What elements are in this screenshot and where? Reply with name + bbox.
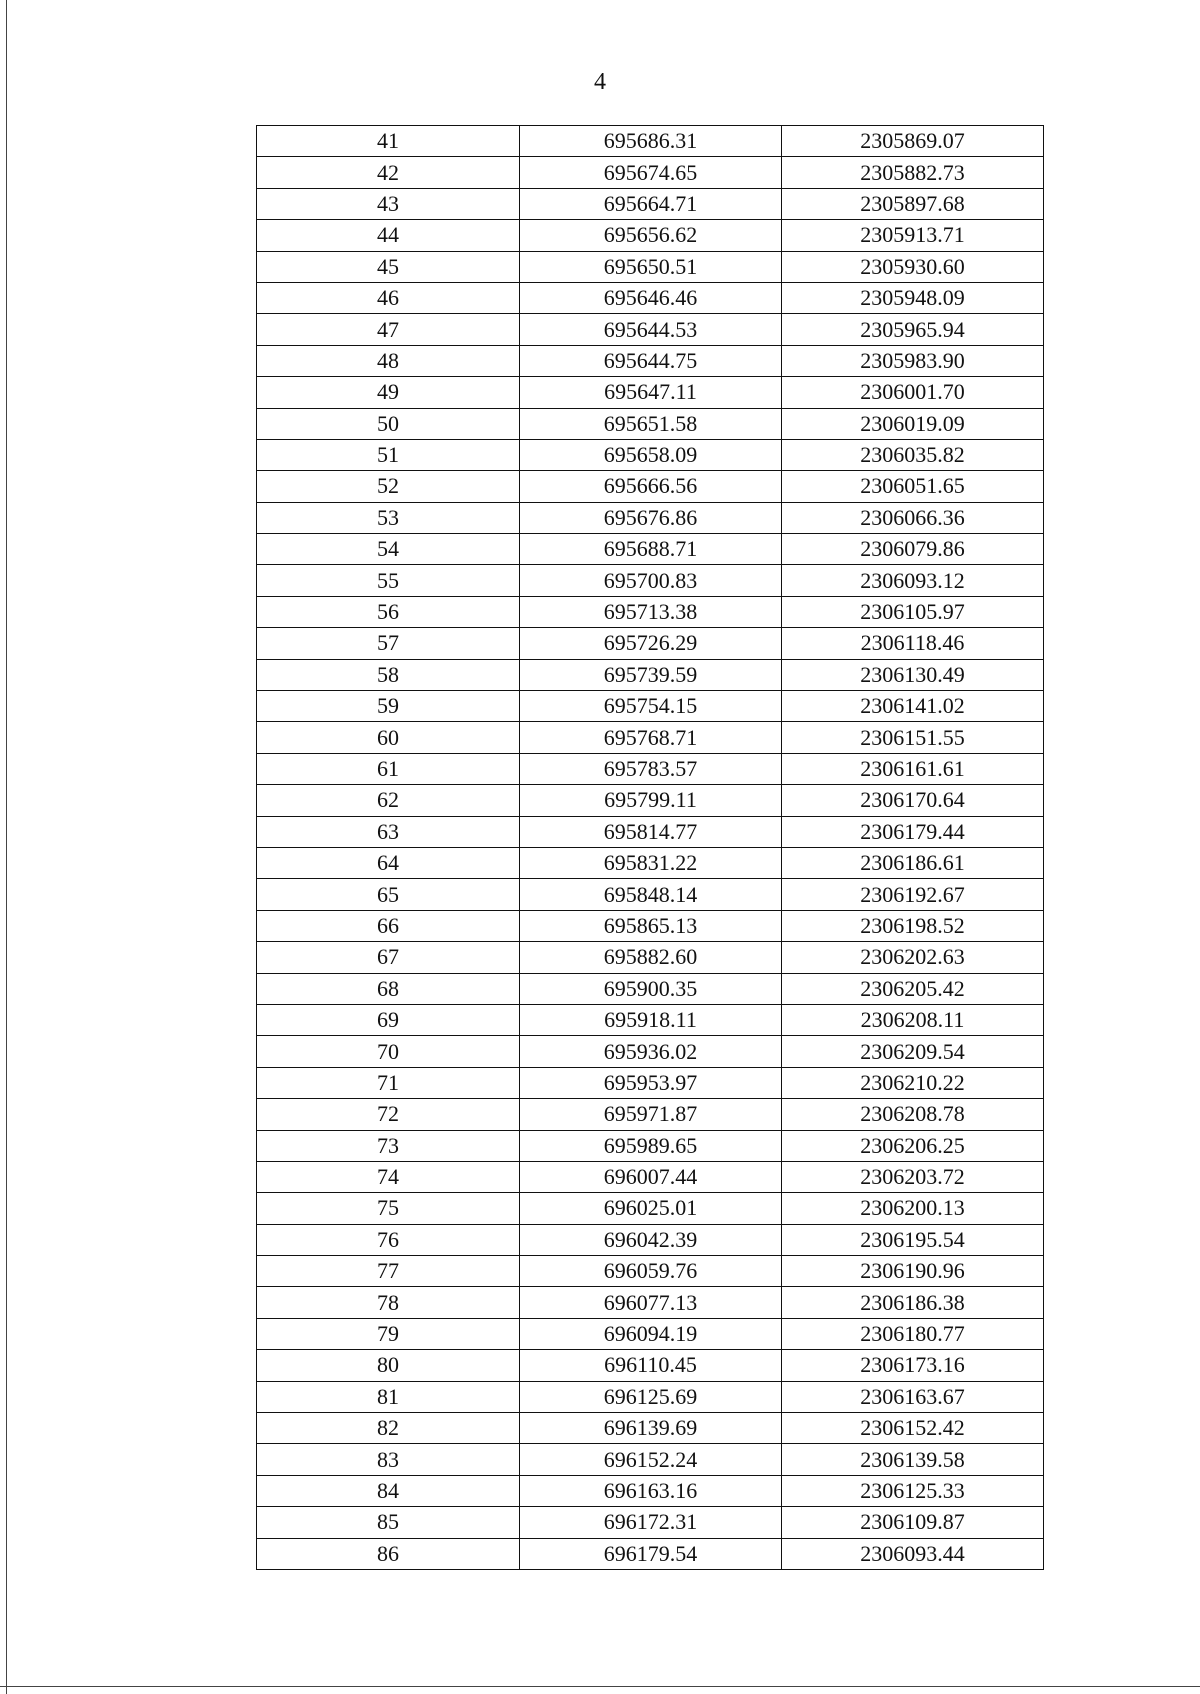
x-coordinate-cell: 696139.69 — [520, 1413, 782, 1444]
y-coordinate-cell: 2306186.38 — [782, 1287, 1044, 1318]
point-number-cell: 61 — [257, 753, 520, 784]
point-number-cell: 63 — [257, 816, 520, 847]
point-number-cell: 71 — [257, 1067, 520, 1098]
x-coordinate-cell: 695882.60 — [520, 942, 782, 973]
y-coordinate-cell: 2306206.25 — [782, 1130, 1044, 1161]
point-number-cell: 83 — [257, 1444, 520, 1475]
table-row — [257, 251, 1044, 282]
x-coordinate-cell: 695814.77 — [520, 816, 782, 847]
x-coordinate-cell: 696094.19 — [520, 1318, 782, 1349]
x-coordinate-cell: 695676.86 — [520, 502, 782, 533]
y-coordinate-cell: 2305913.71 — [782, 220, 1044, 251]
y-coordinate-cell: 2306195.54 — [782, 1224, 1044, 1255]
table-row — [257, 785, 1044, 816]
x-coordinate-cell: 695700.83 — [520, 565, 782, 596]
x-coordinate-cell: 695674.65 — [520, 157, 782, 188]
point-number-cell: 59 — [257, 691, 520, 722]
table-row — [257, 659, 1044, 690]
table-row — [257, 1193, 1044, 1224]
point-number-cell: 58 — [257, 659, 520, 690]
table-row — [257, 1130, 1044, 1161]
point-number-cell: 62 — [257, 785, 520, 816]
point-number-cell: 60 — [257, 722, 520, 753]
y-coordinate-cell: 2306001.70 — [782, 377, 1044, 408]
point-number-cell: 85 — [257, 1507, 520, 1538]
y-coordinate-cell: 2306190.96 — [782, 1256, 1044, 1287]
x-coordinate-cell: 695650.51 — [520, 251, 782, 282]
point-number-cell: 81 — [257, 1381, 520, 1412]
x-coordinate-cell: 695848.14 — [520, 879, 782, 910]
x-coordinate-cell: 695644.75 — [520, 345, 782, 376]
y-coordinate-cell: 2306161.61 — [782, 753, 1044, 784]
y-coordinate-cell: 2306109.87 — [782, 1507, 1044, 1538]
y-coordinate-cell: 2306105.97 — [782, 596, 1044, 627]
x-coordinate-cell: 695646.46 — [520, 282, 782, 313]
table-row — [257, 1444, 1044, 1475]
table-row — [257, 408, 1044, 439]
y-coordinate-cell: 2306163.67 — [782, 1381, 1044, 1412]
table-row — [257, 628, 1044, 659]
y-coordinate-cell: 2306179.44 — [782, 816, 1044, 847]
x-coordinate-cell: 695768.71 — [520, 722, 782, 753]
point-number-cell: 44 — [257, 220, 520, 251]
x-coordinate-cell: 695658.09 — [520, 439, 782, 470]
x-coordinate-cell: 695656.62 — [520, 220, 782, 251]
table-row — [257, 910, 1044, 941]
y-coordinate-cell: 2306141.02 — [782, 691, 1044, 722]
point-number-cell: 70 — [257, 1036, 520, 1067]
table-row — [257, 1381, 1044, 1412]
point-number-cell: 86 — [257, 1538, 520, 1569]
point-number-cell: 64 — [257, 847, 520, 878]
y-coordinate-cell: 2305930.60 — [782, 251, 1044, 282]
page-number: 4 — [594, 69, 606, 95]
x-coordinate-cell: 696125.69 — [520, 1381, 782, 1412]
x-coordinate-cell: 695739.59 — [520, 659, 782, 690]
x-coordinate-cell: 695754.15 — [520, 691, 782, 722]
point-number-cell: 46 — [257, 282, 520, 313]
y-coordinate-cell: 2306093.12 — [782, 565, 1044, 596]
scan-border-left — [6, 0, 7, 1694]
y-coordinate-cell: 2306051.65 — [782, 471, 1044, 502]
table-row — [257, 1036, 1044, 1067]
x-coordinate-cell: 695688.71 — [520, 534, 782, 565]
point-number-cell: 73 — [257, 1130, 520, 1161]
table-row — [257, 126, 1044, 157]
point-number-cell: 68 — [257, 973, 520, 1004]
x-coordinate-cell: 695831.22 — [520, 847, 782, 878]
table-row — [257, 1004, 1044, 1035]
table-row — [257, 471, 1044, 502]
x-coordinate-cell: 696110.45 — [520, 1350, 782, 1381]
x-coordinate-cell: 696172.31 — [520, 1507, 782, 1538]
point-number-cell: 66 — [257, 910, 520, 941]
point-number-cell: 43 — [257, 188, 520, 219]
x-coordinate-cell: 695989.65 — [520, 1130, 782, 1161]
table-row — [257, 188, 1044, 219]
y-coordinate-cell: 2306198.52 — [782, 910, 1044, 941]
y-coordinate-cell: 2306130.49 — [782, 659, 1044, 690]
x-coordinate-cell: 696025.01 — [520, 1193, 782, 1224]
y-coordinate-cell: 2305897.68 — [782, 188, 1044, 219]
table-row — [257, 1318, 1044, 1349]
x-coordinate-cell: 695971.87 — [520, 1099, 782, 1130]
point-number-cell: 49 — [257, 377, 520, 408]
table-row — [257, 1350, 1044, 1381]
x-coordinate-cell: 696077.13 — [520, 1287, 782, 1318]
point-number-cell: 76 — [257, 1224, 520, 1255]
scan-border-bottom — [0, 1686, 1200, 1687]
y-coordinate-cell: 2306066.36 — [782, 502, 1044, 533]
y-coordinate-cell: 2306019.09 — [782, 408, 1044, 439]
y-coordinate-cell: 2306152.42 — [782, 1413, 1044, 1444]
x-coordinate-cell: 695666.56 — [520, 471, 782, 502]
table-row — [257, 942, 1044, 973]
y-coordinate-cell: 2306208.11 — [782, 1004, 1044, 1035]
y-coordinate-cell: 2306205.42 — [782, 973, 1044, 1004]
point-number-cell: 53 — [257, 502, 520, 533]
point-number-cell: 74 — [257, 1161, 520, 1192]
y-coordinate-cell: 2306093.44 — [782, 1538, 1044, 1569]
y-coordinate-cell: 2306125.33 — [782, 1475, 1044, 1506]
table-row — [257, 816, 1044, 847]
y-coordinate-cell: 2306173.16 — [782, 1350, 1044, 1381]
y-coordinate-cell: 2305983.90 — [782, 345, 1044, 376]
table-row — [257, 282, 1044, 313]
point-number-cell: 79 — [257, 1318, 520, 1349]
table-row — [257, 1287, 1044, 1318]
x-coordinate-cell: 696163.16 — [520, 1475, 782, 1506]
point-number-cell: 78 — [257, 1287, 520, 1318]
x-coordinate-cell: 695726.29 — [520, 628, 782, 659]
x-coordinate-cell: 696152.24 — [520, 1444, 782, 1475]
point-number-cell: 80 — [257, 1350, 520, 1381]
x-coordinate-cell: 695953.97 — [520, 1067, 782, 1098]
point-number-cell: 41 — [257, 126, 520, 157]
table-row — [257, 691, 1044, 722]
point-number-cell: 47 — [257, 314, 520, 345]
x-coordinate-cell: 696059.76 — [520, 1256, 782, 1287]
table-row — [257, 534, 1044, 565]
point-number-cell: 52 — [257, 471, 520, 502]
table-row — [257, 1067, 1044, 1098]
table-row — [257, 314, 1044, 345]
y-coordinate-cell: 2306170.64 — [782, 785, 1044, 816]
y-coordinate-cell: 2305869.07 — [782, 126, 1044, 157]
x-coordinate-cell: 695644.53 — [520, 314, 782, 345]
table-row — [257, 1256, 1044, 1287]
y-coordinate-cell: 2306202.63 — [782, 942, 1044, 973]
table-row — [257, 1224, 1044, 1255]
point-number-cell: 82 — [257, 1413, 520, 1444]
table-row — [257, 879, 1044, 910]
table-row — [257, 345, 1044, 376]
table-row — [257, 157, 1044, 188]
table-row — [257, 973, 1044, 1004]
table-row — [257, 847, 1044, 878]
table-row — [257, 220, 1044, 251]
y-coordinate-cell: 2306180.77 — [782, 1318, 1044, 1349]
table-row — [257, 722, 1044, 753]
coordinates-table-body — [257, 126, 1044, 1570]
table-row — [257, 565, 1044, 596]
table-row — [257, 1161, 1044, 1192]
x-coordinate-cell: 695900.35 — [520, 973, 782, 1004]
point-number-cell: 48 — [257, 345, 520, 376]
point-number-cell: 72 — [257, 1099, 520, 1130]
y-coordinate-cell: 2306210.22 — [782, 1067, 1044, 1098]
point-number-cell: 45 — [257, 251, 520, 282]
point-number-cell: 51 — [257, 439, 520, 470]
y-coordinate-cell: 2306079.86 — [782, 534, 1044, 565]
x-coordinate-cell: 695799.11 — [520, 785, 782, 816]
point-number-cell: 69 — [257, 1004, 520, 1035]
point-number-cell: 42 — [257, 157, 520, 188]
coordinates-table — [256, 125, 1044, 1570]
y-coordinate-cell: 2306118.46 — [782, 628, 1044, 659]
x-coordinate-cell: 695664.71 — [520, 188, 782, 219]
y-coordinate-cell: 2306186.61 — [782, 847, 1044, 878]
point-number-cell: 84 — [257, 1475, 520, 1506]
x-coordinate-cell: 696007.44 — [520, 1161, 782, 1192]
x-coordinate-cell: 695647.11 — [520, 377, 782, 408]
point-number-cell: 75 — [257, 1193, 520, 1224]
table-row — [257, 1099, 1044, 1130]
point-number-cell: 65 — [257, 879, 520, 910]
point-number-cell: 50 — [257, 408, 520, 439]
table-row — [257, 1413, 1044, 1444]
y-coordinate-cell: 2305882.73 — [782, 157, 1044, 188]
point-number-cell: 57 — [257, 628, 520, 659]
x-coordinate-cell: 695918.11 — [520, 1004, 782, 1035]
y-coordinate-cell: 2306035.82 — [782, 439, 1044, 470]
x-coordinate-cell: 695651.58 — [520, 408, 782, 439]
y-coordinate-cell: 2306203.72 — [782, 1161, 1044, 1192]
x-coordinate-cell: 695783.57 — [520, 753, 782, 784]
y-coordinate-cell: 2306208.78 — [782, 1099, 1044, 1130]
y-coordinate-cell: 2305965.94 — [782, 314, 1044, 345]
table-row — [257, 439, 1044, 470]
table-row — [257, 377, 1044, 408]
x-coordinate-cell: 695865.13 — [520, 910, 782, 941]
point-number-cell: 77 — [257, 1256, 520, 1287]
y-coordinate-cell: 2306200.13 — [782, 1193, 1044, 1224]
point-number-cell: 55 — [257, 565, 520, 596]
table-row — [257, 1475, 1044, 1506]
y-coordinate-cell: 2306139.58 — [782, 1444, 1044, 1475]
x-coordinate-cell: 696179.54 — [520, 1538, 782, 1569]
point-number-cell: 54 — [257, 534, 520, 565]
y-coordinate-cell: 2306151.55 — [782, 722, 1044, 753]
y-coordinate-cell: 2306209.54 — [782, 1036, 1044, 1067]
table-row — [257, 753, 1044, 784]
y-coordinate-cell: 2306192.67 — [782, 879, 1044, 910]
x-coordinate-cell: 696042.39 — [520, 1224, 782, 1255]
table-row — [257, 596, 1044, 627]
table-row — [257, 1507, 1044, 1538]
table-row — [257, 502, 1044, 533]
x-coordinate-cell: 695686.31 — [520, 126, 782, 157]
x-coordinate-cell: 695713.38 — [520, 596, 782, 627]
table-row — [257, 1538, 1044, 1569]
point-number-cell: 56 — [257, 596, 520, 627]
point-number-cell: 67 — [257, 942, 520, 973]
y-coordinate-cell: 2305948.09 — [782, 282, 1044, 313]
x-coordinate-cell: 695936.02 — [520, 1036, 782, 1067]
